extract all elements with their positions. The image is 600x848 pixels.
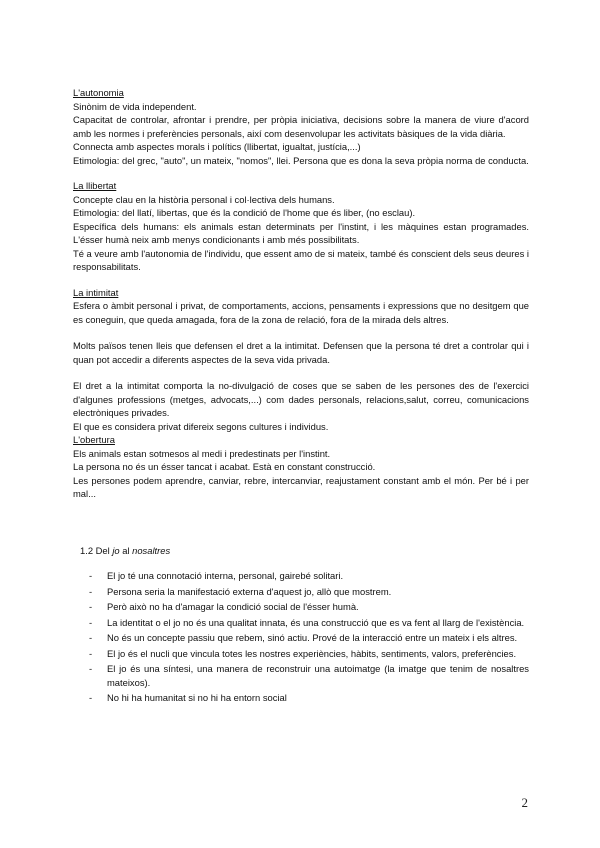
list-item-text: No hi ha humanitat si no hi ha entorn social	[107, 692, 287, 703]
section-llibertat	[73, 179, 529, 274]
bullet-dash: -	[89, 632, 93, 643]
section-paragraph: Esfera o àmbit personal i privat, de comportaments, accions, pensaments i expressions que no desitgem que es coneguin, que queda amagada, fora de la zona de relació, fora de la mirada dels altres.	[73, 300, 529, 325]
section-paragraph: Sinònim de vida independent.	[73, 100, 197, 112]
section-heading: L'autonomia	[73, 87, 124, 98]
list-item	[89, 631, 529, 645]
section-paragraph: Concepte clau en la història personal i col·lectiva dels humans.	[73, 193, 335, 205]
section-paragraph: La persona no és un ésser tancat i acabat. Està en constant construcció.	[73, 461, 376, 472]
section-heading: La llibertat	[73, 180, 117, 191]
section-intimitat	[73, 286, 529, 434]
list-item-text: El jo és el nucli que vincula totes les nostres experiències, hàbits, sentiments, valors, preferències.	[107, 647, 517, 659]
section-autonomia	[73, 86, 529, 167]
subsection-number: 1.2 Del	[80, 544, 113, 556]
list-item	[89, 616, 529, 630]
list-item-text: El jo té una connotació interna, personal, gairebé solitari.	[107, 570, 344, 581]
subsection-heading	[80, 544, 529, 558]
section-paragraph: Etimologia: del grec, "auto", un mateix, "nomos", llei. Persona que es dona la seva pròpia norma de conducta.	[73, 154, 529, 166]
bullet-dash: -	[89, 601, 93, 612]
page-number: 2	[521, 795, 528, 810]
section-paragraph: El dret a la intimitat comporta la no-divulgació de coses que se saben de les persones des de l'exercici d'algunes professions (metges, advocats,...) com dades personals, relacions,salut, correu, comunicacions electròniques privades.	[73, 380, 529, 418]
bullet-dash: -	[89, 647, 93, 659]
bullet-list	[73, 569, 529, 705]
list-item	[89, 569, 529, 583]
section-paragraph: Té a veure amb l'autonomia de l'individu, que essent amo de si mateix, també és conscient dels seus deures i responsabilitats.	[73, 247, 529, 272]
section-obertura	[73, 433, 529, 501]
section-paragraph: El que es considera privat difereix segons cultures i individus.	[73, 420, 329, 432]
list-item-text: Però això no ha d'amagar la condició social de l'ésser humà.	[107, 601, 359, 612]
bullet-dash: -	[89, 663, 93, 674]
bullet-dash: -	[89, 570, 93, 581]
section-paragraph: Els animals estan sotmesos al medi i predestinats per l'instint.	[73, 447, 331, 459]
subsection-word-jo: jo	[112, 544, 120, 556]
bullet-dash: -	[89, 585, 93, 597]
section-paragraph: Etimologia: del llatí, libertas, que és la condició de l'home que és liber, (no esclau).	[73, 207, 416, 218]
subsection-word-nosaltres: nosaltres	[132, 544, 171, 556]
subsection-connector: al	[119, 544, 133, 556]
bullet-dash: -	[89, 692, 93, 703]
section-paragraph: Les persones podem aprendre, canviar, rebre, intercanviar, reajustament constant amb el món. Per bé i per mal...	[73, 474, 529, 499]
list-item	[89, 600, 529, 614]
list-item-text: El jo és una síntesi, una manera de reconstruir una autoimatge (la imatge que tenim de nosaltres mateixos).	[107, 663, 529, 688]
section-heading: La intimitat	[73, 286, 119, 298]
list-item	[89, 662, 529, 689]
bullet-dash: -	[89, 616, 93, 628]
section-paragraph: Connecta amb aspectes morals i polítics (llibertat, igualtat, justícia,...)	[73, 141, 361, 152]
section-heading: L'obertura	[73, 434, 115, 445]
list-item-text: Persona seria la manifestació externa d'aquest jo, allò que mostrem.	[107, 585, 392, 597]
section-paragraph: Específica dels humans: els animals estan determinats per l'instint, i les màquines estan programades. L'ésser humà neix amb menys condicionants i amb més possibilitats.	[73, 220, 529, 245]
list-item-text: La identitat o el jo no és una qualitat innata, és una construcció que es va fent al llarg de l'existència.	[107, 616, 525, 628]
list-item	[89, 647, 529, 661]
list-item	[89, 585, 529, 599]
subsection-jo-nosaltres	[73, 544, 529, 705]
document-content	[73, 86, 529, 707]
section-paragraph: Molts països tenen lleis que defensen el dret a la intimitat. Defensen que la persona té dret a controlar qui i quan pot accedir a diferents aspectes de la seva vida privada.	[73, 340, 529, 365]
list-item-text: No és un concepte passiu que rebem, sinó actiu. Prové de la interacció entre un mateix i els altres.	[107, 632, 518, 643]
list-item	[89, 691, 529, 705]
section-paragraph: Capacitat de controlar, afrontar i prendre, per pròpia iniciativa, decisions sobre la manera de viure d'acord amb les normes i preferències personals, així com desenvolupar les activitats bàsiques de la vida diària.	[73, 114, 529, 139]
